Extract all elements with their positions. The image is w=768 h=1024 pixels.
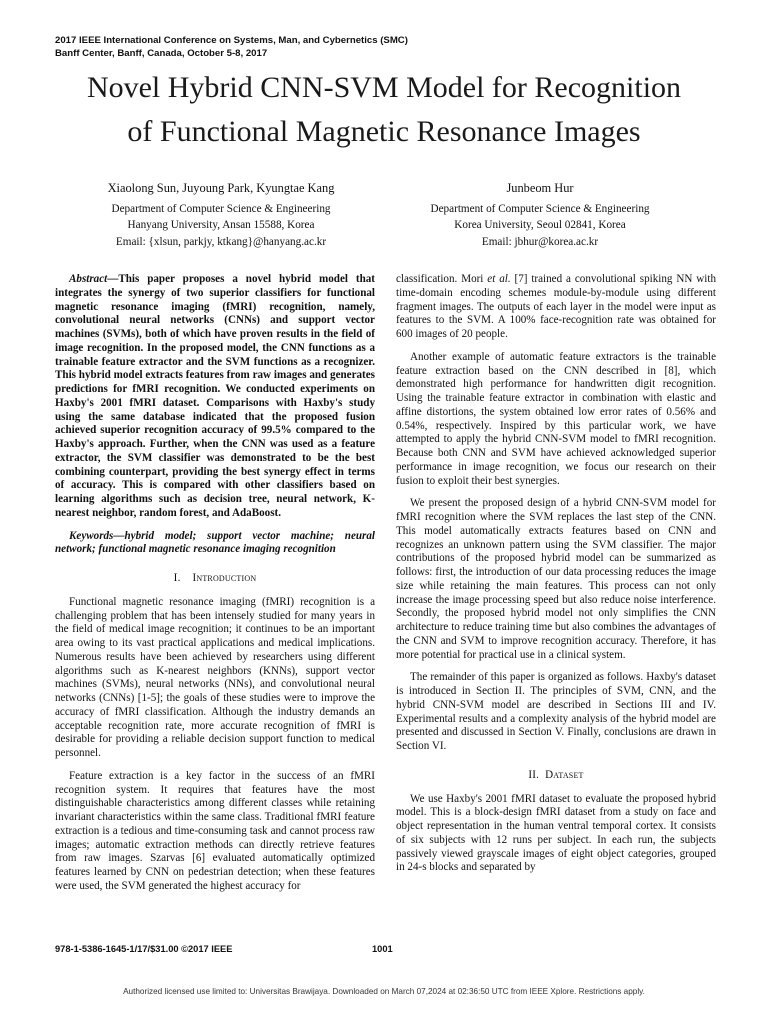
author-department: Department of Computer Science & Engineering [111,202,331,215]
abstract [55,273,375,521]
section-number: II. [528,768,540,781]
license-notice: Authorized licensed use limited to: Universitas Brawijaya. Downloaded on March 07,2024 at 02:36:50 UTC from IEEE Xplore. Restrictions apply. [123,987,645,996]
keywords-label: Keywords [69,529,114,542]
author-names: Xiaolong Sun, Juyoung Park, Kyungtae Kang [107,181,335,195]
author-names: Junbeom Hur [506,181,574,195]
title-line-2: of Functional Magnetic Resonance Images [127,115,641,148]
author-institution: Korea University, Seoul 02841, Korea [454,219,626,231]
intro-paragraph-1: Functional magnetic resonance imaging (fMRI) recognition is a challenging problem that has been intensely studied for many years in the field of medical image recognition; it continues to be an important area owing to its vast practical applications and medical implications. Numerous results have been achieved by researchers using different algorithms such as K-nearest neighbors (KNNs), support vector machines (SVMs), neural networks (NNs), and convolutional neural networks (CNNs) [1-5]; the goals of these studies were to improve the accuracy of fMRI classification. Although the industry demands an acceptable recognition rate, more accurate recognition of fMRI is desirable for providing a reliable decision support function to medical personnel. [55,595,375,759]
intro-paragraph-2: Feature extraction is a key factor in the success of an fMRI recognition system. It requires that features have the most distinguishable characteristics among different classes while retaining invariant characteristics within the same class. Traditional fMRI feature extraction is a tedious and time-consuming task and cannot process raw images; automatic extraction methods can directly retrieve features from raw images. Szarvas [6] evaluated automatically optimized features learned by CNN on pedestrian detection; when these features were used, the SVM generated the highest accuracy for [55,769,375,892]
paper-title [50,66,718,154]
conference-name: 2017 IEEE International Conference on Systems, Man, and Cybernetics (SMC) [55,35,408,46]
right-column [396,273,716,884]
left-column [55,273,375,903]
page-number: 1001 [372,944,393,954]
author-block-2 [372,180,708,250]
section-title: Dataset [545,768,584,781]
section-heading-introduction [55,572,375,586]
paragraph-italic: et al. [487,273,511,285]
paragraph-text: classification. Mori [396,273,488,285]
author-department: Department of Computer Science & Engineering [430,202,650,215]
section-number: I. [173,572,181,584]
copyright-notice: 978-1-5386-1645-1/17/$31.00 ©2017 IEEE [55,944,233,954]
continued-paragraph [396,273,716,342]
keywords-text: —hybrid model; support vector machine; neural network; functional magnetic resonance imaging recognition [55,529,375,556]
author-email: Email: {xlsun, parkjy, ktkang}@hanyang.ac.kr [115,235,327,248]
author-email: Email: jbhur@korea.ac.kr [481,235,599,248]
author-block-1 [60,180,382,250]
dataset-paragraph-1: We use Haxby's 2001 fMRI dataset to evaluate the proposed hybrid model. This is a block-design fMRI dataset from a study on face and object representation in the human ventral temporal cortex. It consists of six subjects with 12 runs per subject. In each run, the subjects passively viewed grayscale images of eight object categories, grouped in 24-s blocks and separated by [396,792,716,874]
abstract-label: Abstract [69,273,108,285]
section-title: Introduction [192,572,257,584]
keywords [55,530,375,558]
section-heading-dataset [396,769,716,783]
conference-header [55,35,695,60]
abstract-text: —This paper proposes a novel hybrid model that integrates the synergy of two superior classifiers for functional magnetic resonance imaging (fMRI) recognition, namely, convolutional neural networks (CNNs) and support vector machines (SVMs), both of which have proven results in the field of image recognition. In the proposed model, the CNN functions as a trainable feature extractor and the SVM functions as a recognizer. This hybrid model extracts features from raw images and generates predictions for fMRI recognition. We conducted experiments on Haxby's 2001 fMRI dataset. Comparisons with Haxby's study using the same database indicated that the proposed fusion achieved superior recognition accuracy of 99.5% compared to the Haxby's approach. Further, when the CNN was used as a feature extractor, the SVM classifier was demonstrated to be the best combining counterpart, providing the best synergy effect in terms of accuracy. This is compared with other classifiers based on learning algorithms such as decision tree, neural network, K-nearest neighbor, random forest, and AdaBoost. [55,273,375,519]
title-line-1: Novel Hybrid CNN-SVM Model for Recognition [86,71,682,104]
intro-paragraph-4: We present the proposed design of a hybrid CNN-SVM model for fMRI recognition where the SVM replaces the last step of the CNN. This model automatically extracts features based on CNN and recognizes an unknown pattern using the SVM classifier. The major contributions of the proposed hybrid model can be summarized as follows: first, the introduction of our data processing reduces the image size while retaining the main features. This process can not only increase the image processing speed but also reduce noise interference. Secondly, the proposed hybrid model not only simplifies the CNN architecture to reduce training time but also combines the advantages of the CNN and SVM to improve recognition accuracy. Therefore, it has more potential for practical use in a clinical system. [396,497,716,661]
conference-location: Banff Center, Banff, Canada, October 5-8, 2017 [55,47,268,59]
intro-paragraph-3: Another example of automatic feature extractors is the trainable feature extraction based on the CNN described in [8], which demonstrated high performance for handwritten digit recognition. Using the trainable feature extractor in combination with elastic and affine distortions, the system obtained low error rates of 0.56% and 0.54%, respectively. Inspired by this particular work, we have attempted to apply the hybrid CNN-SVM model to fMRI recognition. Because both CNN and SVM have achieved acknowledged superior performance in image recognition, we focus our research on their fusion to exploit their best synergies. [396,350,716,487]
author-institution: Hanyang University, Ansan 15588, Korea [127,219,315,231]
paragraph-text: [7] trained a convolutional spiking NN with time-domain encoding schemes module-by-module using different fragment images. The outputs of each layer in the model were input as features to the SVM. A 100% face-recognition rate was obtained for 600 images of 20 people. [396,273,716,340]
intro-paragraph-5: The remainder of this paper is organized as follows. Haxby's dataset is introduced in Section II. The principles of SVM, CNN, and the hybrid CNN-SVM model are described in Sections III and IV. Experimental results and a complexity analysis of the hybrid model are presented and discussed in Section V. Finally, conclusions are drawn in Section VI. [396,671,716,752]
